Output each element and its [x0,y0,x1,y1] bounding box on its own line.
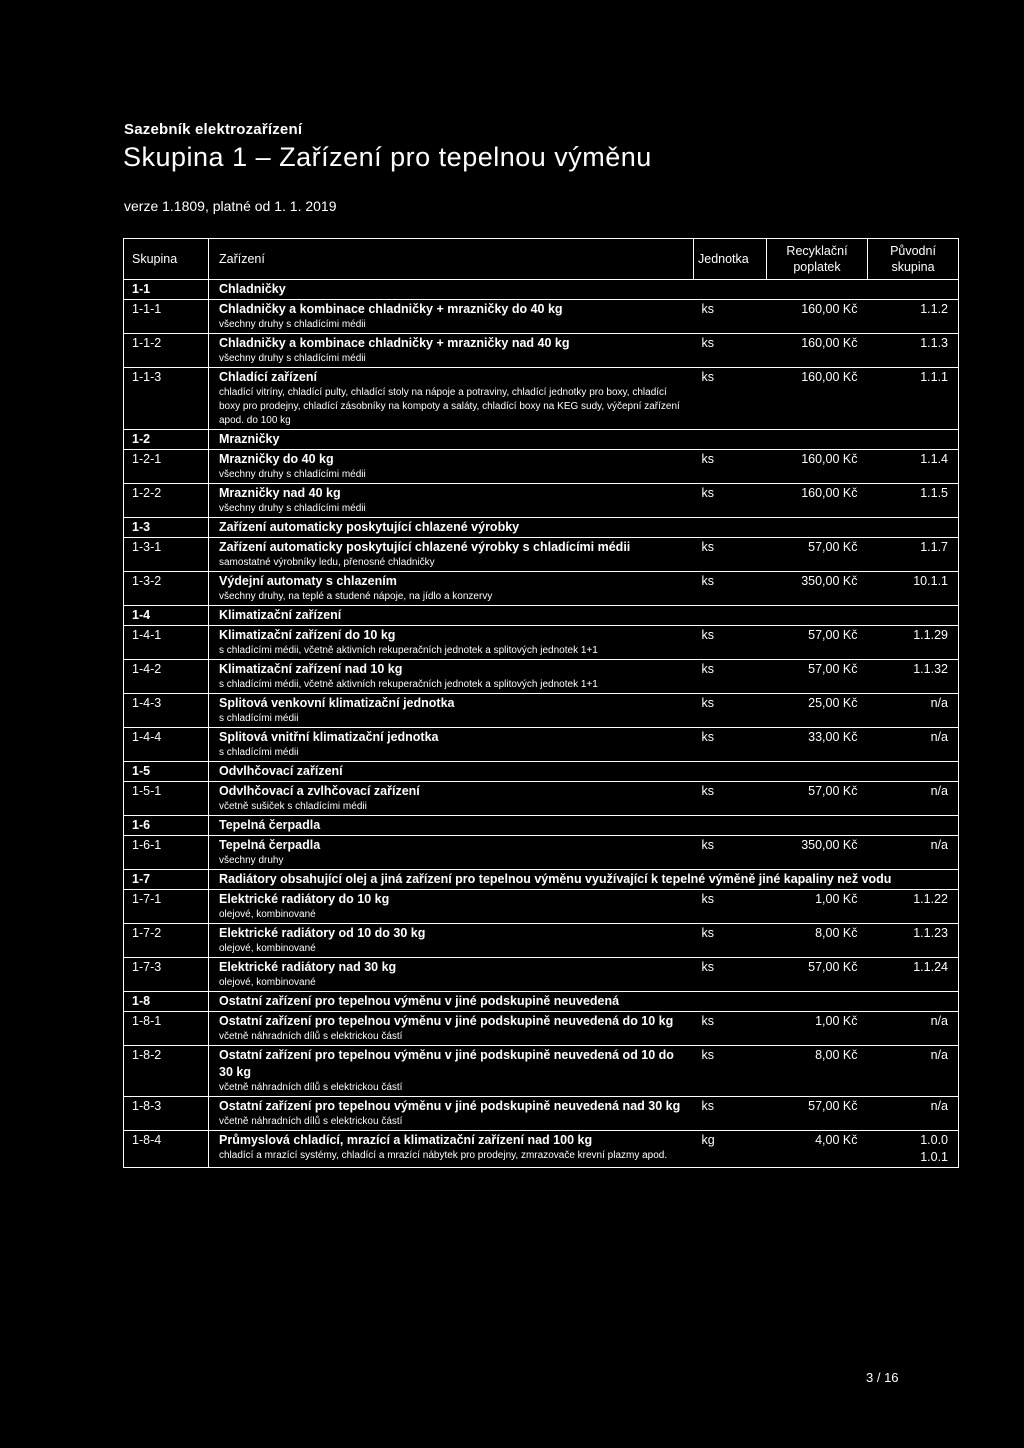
table-row [124,728,959,762]
original-group-code: n/a [930,1099,948,1113]
item-code: 1-8-4 [124,1131,209,1168]
item-cell [209,782,694,816]
item-original-group [868,1131,959,1168]
item-code: 1-4-4 [124,728,209,762]
original-group-code: 1.1.7 [920,540,948,554]
item-original-group [868,890,959,924]
item-cell [209,334,694,368]
group-name: Tepelná čerpadla [209,816,959,836]
item-fee: 350,00 Kč [767,572,868,606]
group-row [124,992,959,1012]
item-name: Zařízení automaticky poskytující chlazené výrobky s chladícími médii [219,540,631,554]
item-description: všechny druhy s chladícími médii [219,469,366,480]
table-header-row [124,239,959,280]
group-row [124,518,959,538]
item-name: Elektrické radiátory nad 30 kg [219,960,397,974]
item-original-group [868,694,959,728]
item-name: Elektrické radiátory do 10 kg [219,892,390,906]
item-original-group [868,572,959,606]
item-code: 1-8-3 [124,1097,209,1131]
item-fee: 160,00 Kč [767,450,868,484]
table-row [124,538,959,572]
item-original-group [868,660,959,694]
item-fee: 57,00 Kč [767,1097,868,1131]
item-code: 1-7-3 [124,958,209,992]
item-code: 1-1-1 [124,300,209,334]
item-name: Ostatní zařízení pro tepelnou výměnu v jiné podskupině neuvedená do 10 kg [219,1014,674,1028]
item-code: 1-5-1 [124,782,209,816]
table-row [124,1131,959,1168]
column-header-recyklacni-line1: Recyklační [786,243,848,258]
item-name: Tepelná čerpadla [219,838,321,852]
group-name: Odvlhčovací zařízení [209,762,959,782]
item-name: Výdejní automaty s chlazením [219,574,397,588]
item-name: Odvlhčovací a zvlhčovací zařízení [219,784,420,798]
original-group-code: 1.1.24 [913,960,948,974]
original-group-code: 1.1.5 [920,486,948,500]
item-unit: ks [694,572,767,606]
item-code: 1-7-1 [124,890,209,924]
group-row [124,280,959,300]
item-code: 1-8-2 [124,1046,209,1097]
item-unit: ks [694,334,767,368]
item-unit: ks [694,1097,767,1131]
item-fee: 25,00 Kč [767,694,868,728]
item-original-group [868,300,959,334]
table-row [124,694,959,728]
table-row [124,836,959,870]
table-row [124,450,959,484]
item-name: Ostatní zařízení pro tepelnou výměnu v jiné podskupině neuvedená od 10 do 30 kg [219,1048,674,1079]
original-group-code: n/a [930,1048,948,1062]
item-unit: ks [694,660,767,694]
item-description: včetně náhradních dílů s elektrickou částí [219,1031,403,1042]
item-fee: 350,00 Kč [767,836,868,870]
item-code: 1-6-1 [124,836,209,870]
column-header-puvodni-line1: Původní [890,243,936,258]
item-unit: ks [694,728,767,762]
item-unit: ks [694,1012,767,1046]
document-supertitle: Sazebník elektrozařízení [124,121,303,138]
item-fee: 1,00 Kč [767,1012,868,1046]
item-fee: 160,00 Kč [767,484,868,518]
table-row [124,368,959,430]
item-unit: ks [694,484,767,518]
item-name: Průmyslová chladící, mrazící a klimatizační zařízení nad 100 kg [219,1133,593,1147]
original-group-code: 1.1.1 [920,370,948,384]
table-row [124,626,959,660]
item-original-group [868,728,959,762]
group-code: 1-7 [124,870,209,890]
item-original-group [868,958,959,992]
group-row [124,762,959,782]
item-original-group [868,782,959,816]
item-cell [209,1012,694,1046]
item-description: všechny druhy s chladícími médii [219,353,366,364]
item-original-group [868,626,959,660]
original-group-code: n/a [930,784,948,798]
item-cell [209,450,694,484]
item-code: 1-4-1 [124,626,209,660]
item-fee: 57,00 Kč [767,660,868,694]
item-original-group [868,334,959,368]
item-unit: ks [694,626,767,660]
column-header-skupina: Skupina [124,239,209,280]
item-description: chladící vitríny, chladící pulty, chladící stoly na nápoje a potraviny, chladící jednotky pro boxy, chladící boxy pro prodejny, chladící zásobníky na kompoty a saláty, chladící boxy na KEG sudy, výčepní zařízení apod. do 100 kg [219,387,680,426]
item-original-group [868,450,959,484]
item-unit: ks [694,782,767,816]
item-description: olejové, kombinované [219,977,316,988]
item-unit: ks [694,836,767,870]
item-unit: ks [694,1046,767,1097]
original-group-code: 1.1.4 [920,452,948,466]
item-cell [209,300,694,334]
fee-table [123,238,959,1168]
page-title: Skupina 1 – Zařízení pro tepelnou výměnu [123,142,652,172]
item-original-group [868,538,959,572]
original-group-code: 1.1.29 [913,628,948,642]
item-name: Chladničky a kombinace chladničky + mrazničky do 40 kg [219,302,563,316]
table-row [124,958,959,992]
item-cell [209,836,694,870]
column-header-zarizeni: Zařízení [209,239,694,280]
item-unit: ks [694,958,767,992]
column-header-puvodni-skupina [868,239,959,280]
table-row [124,572,959,606]
item-code: 1-4-2 [124,660,209,694]
column-header-recyklacni-line2: poplatek [793,260,841,274]
group-name: Ostatní zařízení pro tepelnou výměnu v jiné podskupině neuvedená [209,992,959,1012]
item-cell [209,694,694,728]
group-code: 1-6 [124,816,209,836]
table-row [124,300,959,334]
group-code: 1-4 [124,606,209,626]
table-row [124,334,959,368]
item-description: včetně náhradních dílů s elektrickou částí [219,1082,403,1093]
item-description: s chladícími médii, včetně aktivních rekuperačních jednotek a splitových jednotek 1+1 [219,645,598,656]
original-group-code: n/a [930,730,948,744]
item-cell [209,1131,694,1168]
item-unit: ks [694,300,767,334]
item-cell [209,890,694,924]
item-original-group [868,836,959,870]
item-fee: 4,00 Kč [767,1131,868,1168]
group-row [124,606,959,626]
original-group-code: 1.1.2 [920,302,948,316]
item-fee: 160,00 Kč [767,334,868,368]
item-cell [209,924,694,958]
item-cell [209,368,694,430]
item-unit: ks [694,694,767,728]
item-unit: ks [694,368,767,430]
item-fee: 1,00 Kč [767,890,868,924]
original-group-code: 1.1.3 [920,336,948,350]
item-cell [209,728,694,762]
item-name: Chladící zařízení [219,370,317,384]
item-fee: 57,00 Kč [767,626,868,660]
item-fee: 57,00 Kč [767,782,868,816]
group-name: Radiátory obsahující olej a jiná zařízení pro tepelnou výměnu využívající k tepelné výměně jiné kapaliny než vodu [209,870,959,890]
item-fee: 160,00 Kč [767,300,868,334]
item-description: s chladícími médii, včetně aktivních rekuperačních jednotek a splitových jednotek 1+1 [219,679,598,690]
item-cell [209,626,694,660]
group-row [124,870,959,890]
column-header-puvodni-line2: skupina [891,260,935,274]
item-description: olejové, kombinované [219,943,316,954]
item-description: všechny druhy s chladícími médii [219,319,366,330]
item-cell [209,1046,694,1097]
original-group-code: 1.1.32 [913,662,948,676]
item-fee: 160,00 Kč [767,368,868,430]
item-fee: 57,00 Kč [767,958,868,992]
item-original-group [868,1046,959,1097]
item-code: 1-3-1 [124,538,209,572]
item-cell [209,660,694,694]
item-code: 1-1-3 [124,368,209,430]
table-row [124,484,959,518]
item-original-group [868,1097,959,1131]
table-row [124,1097,959,1131]
item-description: samostatné výrobníky ledu, přenosné chladničky [219,557,435,568]
item-code: 1-4-3 [124,694,209,728]
item-name: Splitová venkovní klimatizační jednotka [219,696,455,710]
table-row [124,660,959,694]
original-group-code: 1.1.22 [913,892,948,906]
item-original-group [868,924,959,958]
item-name: Chladničky a kombinace chladničky + mrazničky nad 40 kg [219,336,570,350]
original-group-code: 1.0.0 [920,1133,948,1147]
original-group-code: n/a [930,1014,948,1028]
item-name: Splitová vnitřní klimatizační jednotka [219,730,439,744]
item-cell [209,1097,694,1131]
group-code: 1-3 [124,518,209,538]
item-code: 1-8-1 [124,1012,209,1046]
group-name: Klimatizační zařízení [209,606,959,626]
item-name: Klimatizační zařízení do 10 kg [219,628,396,642]
item-description: včetně sušiček s chladícími médii [219,801,367,812]
item-name: Klimatizační zařízení nad 10 kg [219,662,403,676]
item-description: chladící a mrazící systémy, chladící a mrazící nábytek pro prodejny, zmrazovače krevní plazmy apod. [219,1150,668,1161]
item-code: 1-1-2 [124,334,209,368]
original-group-code: 10.1.1 [913,574,948,588]
table-row [124,1046,959,1097]
item-cell [209,958,694,992]
page-number: 3 / 16 [866,1370,899,1385]
original-group-code: n/a [930,838,948,852]
item-unit: ks [694,450,767,484]
item-code: 1-7-2 [124,924,209,958]
item-original-group [868,1012,959,1046]
item-unit: ks [694,538,767,572]
item-description: všechny druhy [219,855,284,866]
item-name: Elektrické radiátory od 10 do 30 kg [219,926,426,940]
item-fee: 33,00 Kč [767,728,868,762]
item-unit: ks [694,890,767,924]
table-row [124,1012,959,1046]
item-description: všechny druhy s chladícími médii [219,503,366,514]
item-code: 1-2-1 [124,450,209,484]
original-group-code: n/a [930,696,948,710]
item-description: s chladícími médii [219,713,299,724]
item-cell [209,572,694,606]
item-name: Ostatní zařízení pro tepelnou výměnu v jiné podskupině neuvedená nad 30 kg [219,1099,681,1113]
group-code: 1-1 [124,280,209,300]
table-body [124,280,959,1168]
table-row [124,924,959,958]
column-header-recyklacni-poplatek [767,239,868,280]
item-description: s chladícími médii [219,747,299,758]
group-name: Mrazničky [209,430,959,450]
item-code: 1-3-2 [124,572,209,606]
original-group-code: 1.1.23 [913,926,948,940]
item-original-group [868,368,959,430]
table-row [124,890,959,924]
group-row [124,430,959,450]
version-text: verze 1.1809, platné od 1. 1. 2019 [124,198,337,214]
item-cell [209,538,694,572]
group-code: 1-8 [124,992,209,1012]
item-code: 1-2-2 [124,484,209,518]
group-name: Chladničky [209,280,959,300]
item-original-group [868,484,959,518]
group-row [124,816,959,836]
original-group-code-2: 1.0.1 [920,1150,948,1164]
item-description: včetně náhradních dílů s elektrickou částí [219,1116,403,1127]
item-description: všechny druhy, na teplé a studené nápoje, na jídlo a konzervy [219,591,493,602]
item-name: Mrazničky nad 40 kg [219,486,341,500]
item-cell [209,484,694,518]
item-fee: 8,00 Kč [767,1046,868,1097]
item-unit: kg [694,1131,767,1168]
item-fee: 8,00 Kč [767,924,868,958]
table-row [124,782,959,816]
column-header-jednotka: Jednotka [694,239,767,280]
group-code: 1-2 [124,430,209,450]
item-name: Mrazničky do 40 kg [219,452,334,466]
group-code: 1-5 [124,762,209,782]
group-name: Zařízení automaticky poskytující chlazené výrobky [209,518,959,538]
item-unit: ks [694,924,767,958]
item-fee: 57,00 Kč [767,538,868,572]
item-description: olejové, kombinované [219,909,316,920]
